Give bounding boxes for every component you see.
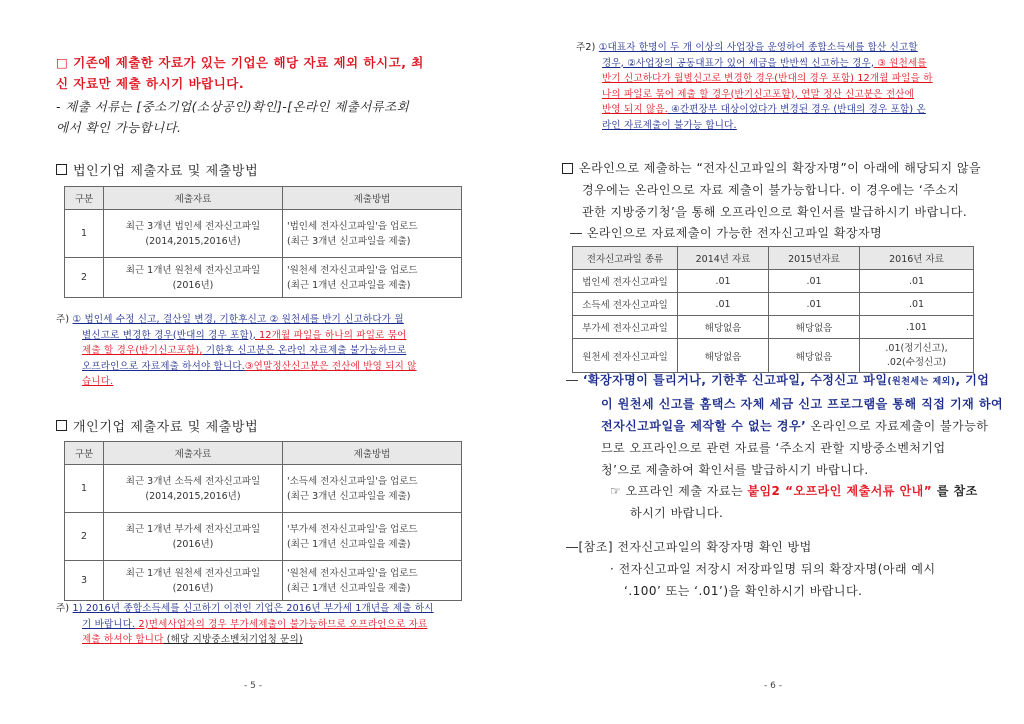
page-6 bbox=[512, 0, 1024, 724]
row-number: 2 bbox=[65, 513, 104, 561]
table-header: 2015년자료 bbox=[769, 247, 860, 270]
page-number: - 6 - bbox=[764, 681, 782, 691]
table-header: 구분 bbox=[65, 187, 104, 210]
notice-line-2: 신 자료만 제출 하시기 바랍니다. bbox=[56, 76, 245, 91]
table-header: 2016년 자료 bbox=[860, 247, 974, 270]
section-corporate-title-text: 법인기업 제출자료 및 제출방법 bbox=[73, 164, 259, 179]
table-header: 2014년 자료 bbox=[678, 247, 769, 270]
warning-block: ― ‘확장자명이 틀리거나, 기한후 신고파일, 수정신고 파일(원천세는 제외), 기업 이 원천세 신고를 홈택스 자체 세금 신고 프로그램을 통해 직접 기재 하여 전자신고파일을 제작할 수 없는 경우’ 온라인으로 자료제출이 불가능하 므로 오프라인으로 관련 자료를 ‘주소지 관할 지방중소벤처기업 청’으로 제출하여 확인서를 발급하시기 바랍니다. bbox=[566, 373, 1004, 477]
individual-table bbox=[64, 441, 462, 601]
table-row: 소득세 전자신고파일 .01 .01 .01 bbox=[573, 293, 974, 316]
doc-cell: 최근 3개년 소득세 전자신고파일 (2014,2015,2016년) bbox=[104, 465, 283, 513]
notice-line-1: □ 기존에 제출한 자료가 있는 기업은 해당 자료 제외 하시고, 최 bbox=[56, 55, 424, 70]
row-number: 1 bbox=[65, 465, 104, 513]
row-number: 3 bbox=[65, 561, 104, 601]
table-row bbox=[65, 465, 462, 513]
notice-line-3: - 제출 서류는 [중소기업(소상공인)확인]-[온라인 제출서류조회 bbox=[56, 99, 410, 114]
section-corporate-title bbox=[56, 160, 258, 179]
table-row: 법인세 전자신고파일 .01 .01 .01 bbox=[573, 270, 974, 293]
table-header: 제출자료 bbox=[104, 442, 283, 465]
reference-line-2: ‘.100’ 또는 ‘.01’)을 확인하시기 바랍니다. bbox=[624, 584, 863, 598]
method-cell: '원천세 전자신고파일'을 업로드 (최근 1개년 신고파일을 제출) bbox=[283, 561, 462, 601]
checkbox-square-icon bbox=[562, 163, 573, 174]
doc-cell: 최근 1개년 원천세 전자신고파일 (2016년) bbox=[104, 561, 283, 601]
offline-reference: ☞ 오프라인 제출 자료는 붙임2 “오프라인 제출서류 안내” 를 참조 하시기 바랍니다. bbox=[610, 484, 978, 520]
row-number: 1 bbox=[65, 210, 104, 258]
reference-title: ―[참조] 전자신고파일의 확장자명 확인 방법 bbox=[566, 540, 812, 554]
method-cell: '부가세 전자신고파일'을 업로드 (최근 1개년 신고파일을 제출) bbox=[283, 513, 462, 561]
checkbox-square-icon bbox=[56, 420, 67, 431]
section-individual-title-text: 개인기업 제출자료 및 제출방법 bbox=[73, 420, 259, 435]
extension-intro: ― 온라인으로 자료제출이 가능한 전자신고파일 확장자명 bbox=[570, 226, 883, 240]
method-cell: '법인세 전자신고파일'을 업로드 (최근 3개년 신고파일을 제출) bbox=[283, 210, 462, 258]
method-cell: '원천세 전자신고파일'을 업로드 (최근 1개년 신고파일을 제출) bbox=[283, 258, 462, 298]
checkbox-square-icon bbox=[56, 164, 67, 175]
table-row bbox=[65, 210, 462, 258]
corporate-note: 주) ① 법인세 수정 신고, 결산일 변경, 기한후신고 ② 원천세를 반기 신고하다가 월 별신고로 변경한 경우(반대의 경우 포함), 12개월 파일을 하나의 파일로 묶어 제출 할 경우(반기신고포함), 기한후 신고분은 온라인 자료제출 불가능하므로 오프라인으로 자료제출 하셔야 합니다.③연말정산신고분은 전산에 반영 되지 않 습니다. bbox=[56, 314, 417, 387]
extension-section-title: 온라인으로 제출하는 “전자신고파일의 확장자명”이 아래에 해당되지 않을 경우에는 온라인으로 자료 제출이 불가능합니다. 이 경우에는 ‘주소지 관한 지방중기청’을 통해 오프라인으로 확인서를 발급하시기 바랍니다. bbox=[562, 157, 981, 223]
notice-line-4: 에서 확인 가능합니다. bbox=[56, 120, 182, 135]
section-individual-title bbox=[56, 416, 258, 435]
doc-cell: 최근 3개년 법인세 전자신고파일 (2014,2015,2016년) bbox=[104, 210, 283, 258]
reference-line-1: · 전자신고파일 저장시 저장파일명 뒤의 확장자명(아래 예시 bbox=[610, 562, 936, 576]
pointing-hand-icon: ☞ bbox=[610, 484, 622, 498]
extension-table bbox=[572, 246, 974, 373]
right-top-note: 주2) ①대표자 한명이 두 개 이상의 사업장을 운영하여 종합소득세를 합산 신고할 경우, ②사업장의 공동대표가 있어 세금을 반반씩 신고하는 경우, ③ 원천세를 반기 신고하다가 월별신고로 변경한 경우(반대의 경우 포함) 12개월 파일을 하 나의 파일로 묶어 제출 할 경우(반기신고포함), 연말 정산 신고분은 전산에 반영 되지 않음. ④간편장부 대상이었다가 변경된 경우 (반대의 경우 포함) 온 라인 자료제출이 불가능 합니다. bbox=[576, 42, 933, 131]
table-header: 전자신고파일 종류 bbox=[573, 247, 678, 270]
table-header: 제출자료 bbox=[104, 187, 283, 210]
table-header: 제출방법 bbox=[283, 187, 462, 210]
individual-note: 주) 1) 2016년 종합소득세를 신고하기 이전인 기업은 2016년 부가세 1개년을 제출 하시 기 바랍니다. 2)면세사업자의 경우 부가세제출이 불가능하므로 오프라인으로 자료 제출 하셔야 합니다 (해당 지방중소벤처기업청 문의) bbox=[56, 603, 434, 645]
method-cell: '소득세 전자신고파일'을 업로드 (최근 3개년 신고파일을 제출) bbox=[283, 465, 462, 513]
page-number: - 5 - bbox=[244, 681, 262, 691]
table-row bbox=[65, 258, 462, 298]
table-row bbox=[65, 561, 462, 601]
row-number: 2 bbox=[65, 258, 104, 298]
doc-cell: 최근 1개년 부가세 전자신고파일 (2016년) bbox=[104, 513, 283, 561]
table-row: 원천세 전자신고파일 해당없음 해당없음 .01(정기신고), .02(수정신고) bbox=[573, 339, 974, 373]
table-row bbox=[65, 513, 462, 561]
doc-cell: 최근 1개년 원천세 전자신고파일 (2016년) bbox=[104, 258, 283, 298]
corporate-table bbox=[64, 186, 462, 298]
table-header: 구분 bbox=[65, 442, 104, 465]
table-row: 부가세 전자신고파일 해당없음 해당없음 .101 bbox=[573, 316, 974, 339]
table-header: 제출방법 bbox=[283, 442, 462, 465]
